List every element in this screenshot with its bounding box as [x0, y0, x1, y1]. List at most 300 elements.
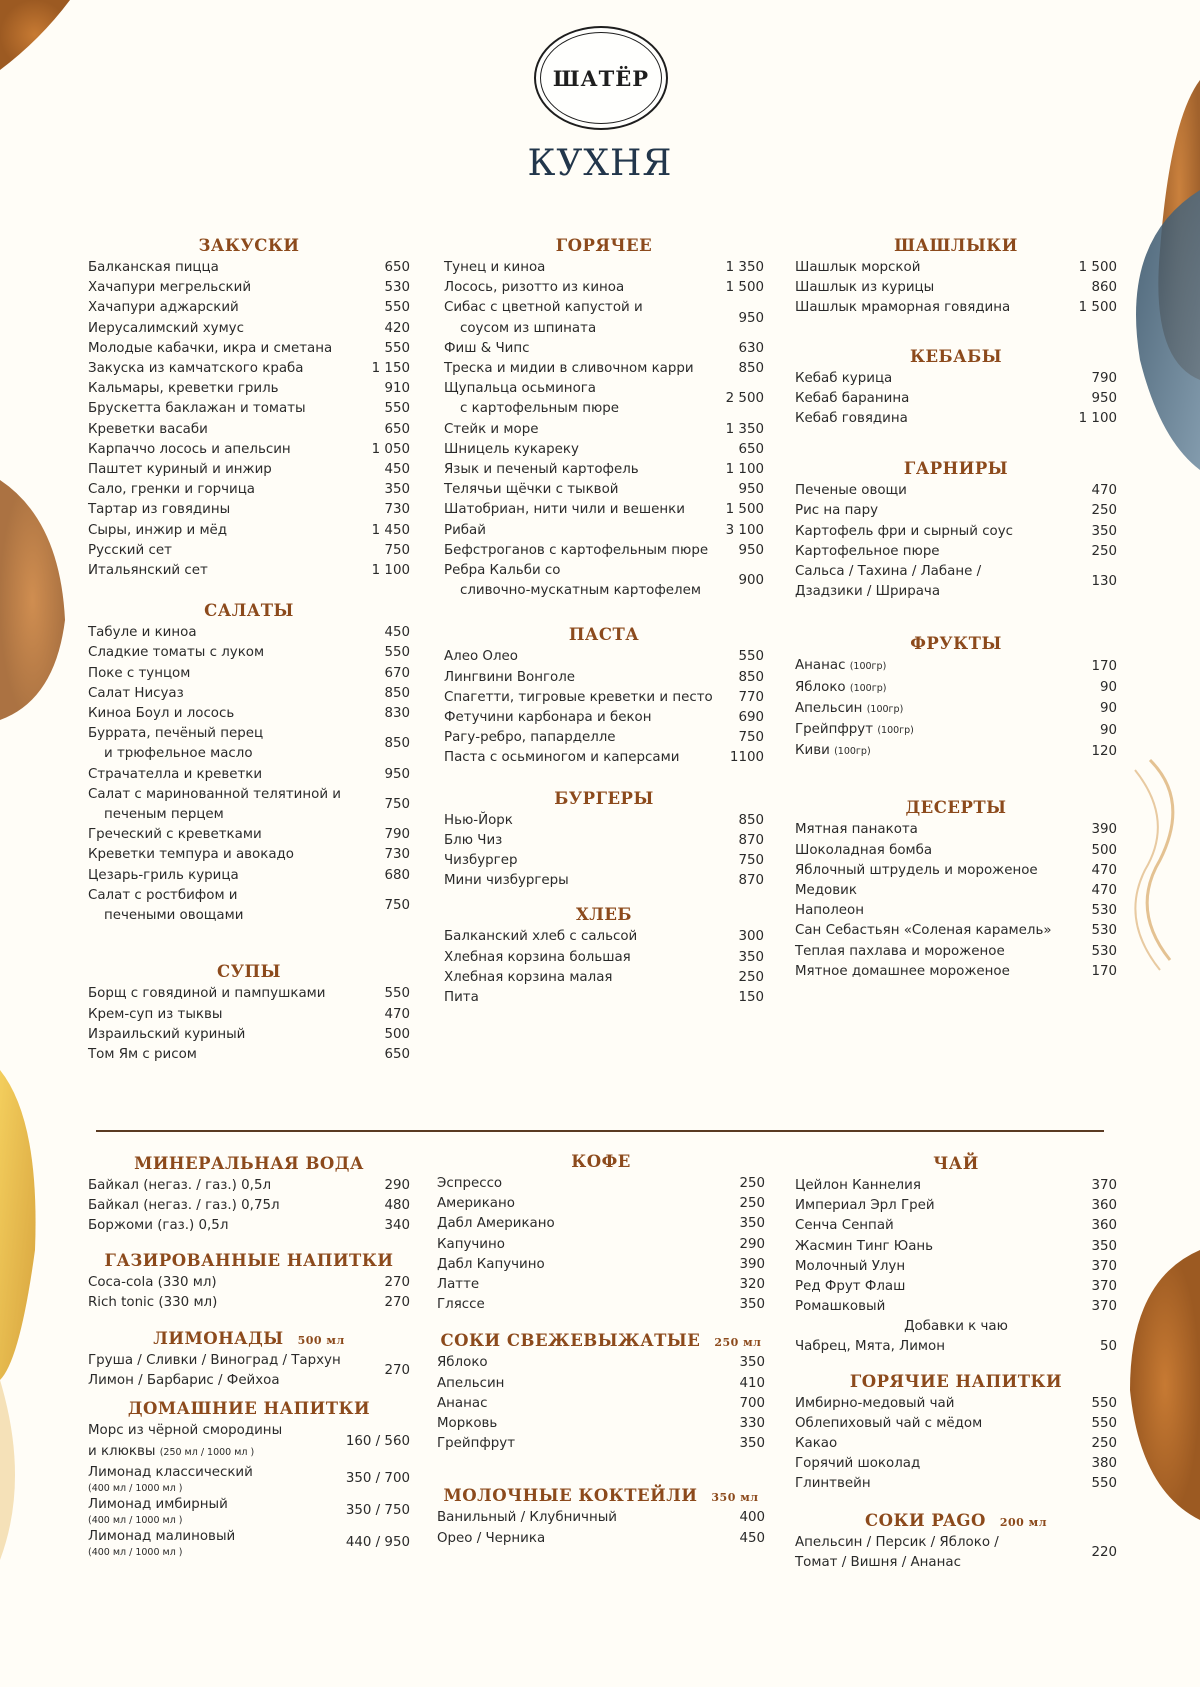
section-title	[444, 234, 764, 258]
menu-item	[444, 708, 764, 728]
item-name-block	[444, 440, 738, 460]
item-name-block	[795, 409, 1079, 429]
item-name: Шашлык морской	[795, 260, 921, 275]
item-name: Латте	[437, 1277, 480, 1293]
section-title-text: ДЕСЕРТЫ	[905, 798, 1007, 818]
item-name-block	[88, 258, 384, 278]
item-name: Рис на пару	[795, 503, 878, 519]
menu-item	[795, 278, 1117, 298]
item-price: 370	[1091, 1258, 1117, 1274]
section-title	[795, 1152, 1117, 1176]
item-name-line2	[444, 319, 730, 339]
menu-item	[795, 841, 1117, 861]
item-name: Ананас	[795, 658, 846, 674]
item-name-block	[795, 278, 1091, 298]
section-volume-note: 350 мл	[711, 1491, 759, 1505]
item-name-cont: Лимон / Барбарис / Фейхоа	[88, 1373, 280, 1389]
item-price: 1 500	[1078, 300, 1117, 316]
menu-section	[444, 903, 764, 1008]
menu-item	[437, 1529, 765, 1549]
item-name-block	[88, 480, 384, 500]
item-price: 530	[384, 280, 410, 296]
item-name-block	[795, 481, 1091, 501]
menu-item	[437, 1194, 765, 1214]
item-name-cont: и трюфельное масло	[104, 746, 253, 762]
item-price: 950	[384, 766, 410, 782]
item-name-block	[444, 811, 738, 831]
menu-item	[444, 561, 764, 601]
menu-item	[437, 1174, 765, 1194]
item-price: 90	[1099, 680, 1117, 696]
item-name: Шашлык мраморная говядина	[795, 300, 1011, 316]
menu-item	[795, 678, 1117, 699]
item-name-block	[795, 562, 1091, 602]
item-price: 350	[384, 482, 410, 498]
item-name: Апельсин	[795, 700, 863, 716]
section-volume-note: 500 мл	[297, 1334, 345, 1348]
item-name-block	[88, 765, 384, 785]
menu-item	[437, 1394, 765, 1414]
menu-section	[795, 345, 1117, 430]
item-name: Апельсин / Персик / Яблоко /	[795, 1534, 999, 1550]
item-name: Картофельное пюре	[795, 543, 940, 559]
item-price: 270	[384, 1294, 410, 1310]
item-name-block	[88, 866, 384, 886]
menu-item	[795, 720, 1117, 741]
item-name: Яблоко	[437, 1355, 488, 1371]
item-name-cont: Дзадзики / Шрирача	[795, 584, 941, 600]
item-name-block	[795, 1176, 1091, 1196]
item-name: Какао	[795, 1436, 838, 1452]
item-price: 290	[384, 1178, 410, 1193]
menu-item	[795, 1257, 1117, 1277]
section-title-text: ФРУКТЫ	[910, 634, 1002, 654]
item-name-block	[88, 1463, 346, 1495]
item-name-block	[795, 741, 1091, 762]
item-name: Мини чизбургеры	[444, 873, 569, 889]
section-title	[88, 1327, 410, 1351]
item-name-line2	[88, 1442, 338, 1463]
item-name-block	[795, 1414, 1091, 1434]
menu-section	[88, 1397, 410, 1559]
item-price: 1 500	[725, 280, 764, 296]
item-name-block	[444, 339, 738, 359]
item-name: Эспрессо	[437, 1176, 503, 1191]
item-name: Жасмин Тинг Юань	[795, 1238, 934, 1254]
item-name: Глинтвейн	[795, 1476, 871, 1492]
item-name: Горячий шоколад	[795, 1456, 921, 1472]
item-name-block	[444, 728, 738, 748]
item-price: 530	[1091, 943, 1117, 959]
item-name-block	[437, 1508, 739, 1528]
item-name: Дабл Американо	[437, 1216, 555, 1232]
menu-item	[88, 643, 410, 663]
section-title	[444, 903, 764, 927]
item-name-block	[795, 1216, 1091, 1236]
menu-item	[795, 481, 1117, 501]
item-name-block	[444, 420, 726, 440]
item-name-block	[444, 968, 738, 988]
item-name-block	[444, 851, 738, 871]
item-name: Сибас с цветной капустой и	[444, 300, 643, 316]
item-name-block	[88, 399, 384, 419]
item-price: 350	[738, 949, 764, 965]
menu-item	[88, 1045, 410, 1065]
section-title	[795, 796, 1117, 820]
menu-item	[795, 942, 1117, 962]
item-price: 250	[738, 969, 764, 985]
menu-item	[88, 664, 410, 684]
menu-item	[444, 480, 764, 500]
item-name-block	[444, 561, 738, 601]
menu-section	[795, 796, 1117, 982]
menu-section	[88, 599, 410, 926]
menu-item	[444, 647, 764, 667]
item-price: 690	[738, 710, 764, 726]
item-name: Язык и печеный картофель	[444, 462, 639, 478]
item-price: 3 100	[725, 522, 764, 538]
section-title	[795, 345, 1117, 369]
item-name-block	[444, 647, 738, 667]
item-price: 1 100	[371, 563, 410, 579]
item-price: 730	[384, 847, 410, 863]
item-name-block	[444, 831, 738, 851]
item-name-block	[437, 1235, 739, 1255]
item-price: 150	[738, 990, 764, 1006]
drinks-column-1	[88, 1152, 410, 1559]
item-name-line2	[795, 1553, 1083, 1573]
item-name-line2	[88, 744, 376, 764]
menu-section	[444, 787, 764, 892]
menu-item	[795, 1216, 1117, 1236]
menu-item	[88, 440, 410, 460]
section-title-text: ГАРНИРЫ	[903, 459, 1009, 479]
item-name-block	[437, 1255, 739, 1275]
item-name-line2	[88, 1371, 376, 1391]
item-price: 650	[384, 1046, 410, 1062]
item-name: Тунец и киноа	[444, 260, 546, 275]
item-weight: (100гр)	[866, 703, 904, 715]
item-price: 1 150	[371, 361, 410, 377]
item-name-block	[444, 500, 726, 520]
item-name-cont: Томат / Вишня / Ананас	[795, 1554, 961, 1570]
menu-item	[795, 1394, 1117, 1414]
item-price: 950	[1091, 390, 1117, 406]
menu-item	[88, 480, 410, 500]
item-name: Молочный Улун	[795, 1258, 906, 1274]
item-name-block	[88, 1025, 384, 1045]
item-name: Иерусалимский хумус	[88, 320, 244, 336]
menu-section	[437, 1150, 765, 1315]
item-name: Орео / Черника	[437, 1530, 546, 1546]
item-name-block	[88, 278, 384, 298]
item-name-block	[795, 656, 1091, 677]
menu-item	[88, 420, 410, 440]
item-name: Морс из чёрной смородины	[88, 1423, 283, 1439]
section-title-text: БУРГЕРЫ	[554, 788, 654, 808]
item-price: 670	[384, 665, 410, 681]
item-name-block	[795, 1434, 1091, 1454]
item-price: 250	[739, 1176, 765, 1191]
menu-section	[795, 1509, 1117, 1573]
item-name-block	[437, 1295, 739, 1315]
menu-item	[795, 298, 1117, 318]
item-name-block	[444, 927, 738, 947]
item-name: Шашлык из курицы	[795, 280, 935, 296]
menu-item	[88, 1196, 410, 1216]
item-price: 90	[1099, 701, 1117, 717]
menu-item	[88, 1495, 410, 1527]
menu-item	[444, 968, 764, 988]
item-price: 350	[739, 1436, 765, 1452]
item-weight: (100гр)	[849, 661, 887, 673]
section-title-text: ЧАЙ	[933, 1154, 979, 1173]
item-name-block	[444, 668, 738, 688]
item-name-block	[795, 820, 1091, 840]
item-price: 1 100	[725, 462, 764, 478]
menu-item	[88, 785, 410, 825]
item-name: Стейк и море	[444, 421, 539, 437]
menu-item	[795, 1277, 1117, 1297]
item-name: Облепиховый чай с мёдом	[795, 1415, 983, 1431]
item-name-block	[88, 1005, 384, 1025]
item-name: Яблоко	[795, 679, 846, 695]
section-title-text: КОФЕ	[571, 1152, 631, 1171]
item-name: Греческий с креветками	[88, 827, 262, 843]
item-name: Кальмары, креветки гриль	[88, 381, 279, 397]
menu-item	[444, 359, 764, 379]
item-name-block	[437, 1434, 739, 1454]
item-name: Фетучини карбонара и бекон	[444, 710, 652, 726]
section-title	[795, 457, 1117, 481]
item-name: Капучино	[437, 1236, 505, 1252]
menu-section	[795, 1370, 1117, 1495]
menu-item	[795, 258, 1117, 278]
item-name-block	[437, 1353, 739, 1373]
item-name-cont: и клюквы	[88, 1443, 156, 1459]
item-name: Лимонад имбирный	[88, 1497, 228, 1513]
menu-item	[88, 1351, 410, 1391]
menu-item	[795, 741, 1117, 762]
item-price: 470	[1091, 883, 1117, 899]
section-title	[795, 234, 1117, 258]
menu-item	[795, 901, 1117, 921]
menu-item	[795, 699, 1117, 720]
item-name-block	[88, 1351, 384, 1391]
item-name: Алео Олео	[444, 649, 518, 665]
item-volume: (250 мл / 1000 мл )	[159, 1446, 255, 1458]
item-name-block	[88, 440, 372, 460]
item-name-block	[88, 1196, 384, 1216]
menu-item	[88, 1216, 410, 1236]
section-title-text: КЕБАБЫ	[909, 346, 1003, 366]
menu-item	[444, 948, 764, 968]
item-name-block	[795, 1297, 1091, 1317]
drinks-column-3	[795, 1152, 1117, 1573]
item-name: Крем-суп из тыквы	[88, 1006, 223, 1022]
item-name: Рибай	[444, 522, 486, 538]
item-price: 130	[1091, 574, 1117, 590]
item-name: Нью-Йорк	[444, 812, 513, 828]
item-name: Закуска из камчатского краба	[88, 361, 304, 377]
item-price: 350	[739, 1216, 765, 1232]
menu-item	[795, 1474, 1117, 1494]
section-title-text: ГОРЯЧИЕ НАПИТКИ	[849, 1371, 1063, 1391]
item-price: 730	[384, 502, 410, 518]
menu-item	[88, 765, 410, 785]
item-price: 770	[738, 689, 764, 705]
item-price: 790	[384, 827, 410, 843]
section-title-text: ГОРЯЧЕЕ	[555, 236, 653, 255]
item-price: 390	[739, 1256, 765, 1272]
item-name: Телячьи щёчки с тыквой	[444, 482, 619, 498]
menu-item	[88, 845, 410, 865]
item-price: 1 500	[725, 502, 764, 518]
item-name: Кебаб баранина	[795, 390, 910, 406]
item-name: Паста с осьминогом и каперсами	[444, 750, 680, 766]
item-name: Цейлон Каннелия	[795, 1178, 921, 1193]
menu-item	[88, 379, 410, 399]
item-name: Цезарь-гриль курица	[88, 867, 239, 883]
menu-item	[88, 1527, 410, 1559]
menu-item	[437, 1214, 765, 1234]
item-name-block	[437, 1394, 739, 1414]
item-name: Хачапури мегрельский	[88, 280, 252, 296]
item-price: 270	[384, 1363, 410, 1379]
section-title-text: ШАШЛЫКИ	[894, 236, 1018, 255]
item-name: Лосось, ризотто из киноа	[444, 280, 625, 296]
item-price: 550	[1091, 1415, 1117, 1431]
item-name: Хлебная корзина большая	[444, 949, 631, 965]
item-name: Наполеон	[795, 903, 864, 919]
item-name-block	[444, 541, 738, 561]
menu-item	[88, 500, 410, 520]
item-name-block	[437, 1214, 739, 1234]
section-title	[88, 1152, 410, 1176]
item-name-cont: печеными овощами	[104, 908, 244, 924]
item-price: 250	[1091, 503, 1117, 519]
item-name: Салат Нисуаз	[88, 685, 184, 701]
item-price: 550	[384, 401, 410, 417]
menu-item	[88, 704, 410, 724]
item-name-block	[88, 379, 384, 399]
item-price: 850	[738, 669, 764, 685]
item-name-block	[795, 921, 1091, 941]
item-price: 550	[384, 986, 410, 1002]
item-name-block	[795, 1533, 1091, 1573]
item-price: 910	[384, 381, 410, 397]
item-name: Итальянский сет	[88, 563, 208, 579]
item-price: 300	[738, 929, 764, 945]
item-name: Байкал (негаз. / газ.) 0,75л	[88, 1198, 280, 1214]
item-name-cont: печеным перцем	[104, 807, 224, 823]
item-name: Апельсин	[437, 1375, 505, 1391]
item-price: 330	[739, 1416, 765, 1432]
menu-item	[88, 1421, 410, 1462]
item-price: 360	[1091, 1198, 1117, 1214]
menu-item	[437, 1255, 765, 1275]
item-name-block	[444, 708, 738, 728]
item-name: Печеные овощи	[795, 483, 907, 499]
menu-item	[795, 542, 1117, 562]
item-name-block	[88, 1273, 384, 1293]
item-name: Медовик	[795, 883, 857, 899]
section-volume-note: 250 мл	[714, 1336, 762, 1350]
item-price: 550	[384, 645, 410, 661]
item-name: Coca-cola (330 мл)	[88, 1274, 217, 1290]
item-name-block	[437, 1374, 739, 1394]
menu-item	[795, 861, 1117, 881]
item-name-block	[88, 785, 384, 825]
item-name: Тартар из говядины	[88, 502, 231, 518]
item-name-block	[88, 825, 384, 845]
section-title-text: ДОМАШНИЕ НАПИТКИ	[127, 1399, 371, 1419]
menu-section	[795, 457, 1117, 602]
menu-section	[444, 234, 764, 601]
logo-text: ШАТЁР	[552, 65, 650, 91]
item-price: 350	[1091, 523, 1117, 539]
item-name: Кебаб говядина	[795, 411, 908, 427]
item-name-block	[444, 258, 726, 278]
item-name: Блю Чиз	[444, 832, 503, 848]
menu-item	[444, 688, 764, 708]
menu-item	[795, 820, 1117, 840]
item-name-cont: соусом из шпината	[460, 320, 597, 336]
item-price: 830	[384, 706, 410, 722]
item-name-block	[437, 1275, 739, 1295]
item-name: Грейпфрут	[437, 1436, 516, 1452]
item-price: 850	[738, 361, 764, 377]
item-price: 650	[384, 421, 410, 437]
item-price: 350 / 750	[345, 1503, 410, 1519]
item-price: 170	[1091, 963, 1117, 979]
item-name-block	[88, 500, 384, 520]
item-price: 440 / 950	[345, 1535, 410, 1551]
item-price: 700	[739, 1395, 765, 1411]
menu-item	[88, 724, 410, 764]
item-price: 470	[384, 1006, 410, 1022]
item-name: Брускетта баклажан и томаты	[88, 401, 306, 417]
item-price: 410	[739, 1375, 765, 1391]
item-weight: (100гр)	[877, 725, 914, 737]
menu-item	[88, 984, 410, 1004]
item-price: 480	[384, 1198, 410, 1214]
item-name-block	[88, 623, 384, 643]
section-title	[88, 234, 410, 258]
item-name-block	[88, 845, 384, 865]
item-price: 450	[384, 625, 410, 641]
item-price: 400	[739, 1510, 765, 1526]
menu-item	[444, 748, 764, 768]
menu-item	[444, 541, 764, 561]
menu-item	[88, 623, 410, 643]
item-name-block	[795, 1196, 1091, 1216]
menu-item	[88, 521, 410, 541]
item-name-block	[88, 561, 372, 581]
item-price: 2 500	[725, 391, 764, 407]
menu-item	[437, 1275, 765, 1295]
menu-item	[437, 1295, 765, 1315]
item-name-block	[444, 460, 726, 480]
item-price: 500	[1091, 842, 1117, 858]
item-name: Карпаччо лосось и апельсин	[88, 441, 291, 457]
menu-item	[795, 1533, 1117, 1573]
menu-section	[88, 1152, 410, 1237]
item-name-block	[437, 1414, 739, 1434]
menu-item	[795, 1434, 1117, 1454]
item-name: Спагетти, тигровые креветки и песто	[444, 689, 713, 705]
item-name: Ребра Кальби со	[444, 563, 561, 579]
